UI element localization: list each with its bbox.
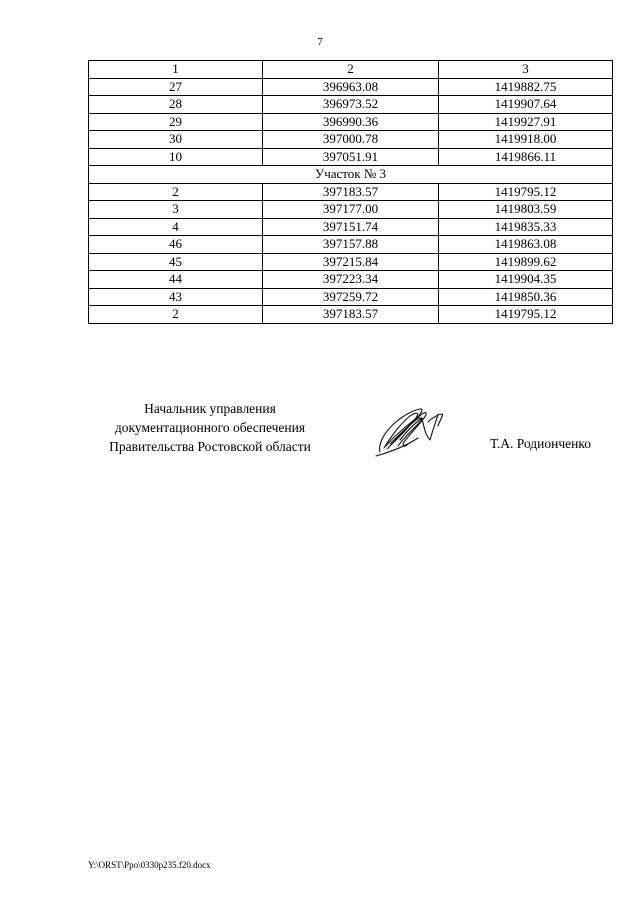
point-number-cell: 46 [89, 236, 263, 254]
x-coordinate-cell: 397215.84 [263, 253, 439, 271]
x-coordinate-cell: 397259.72 [263, 288, 439, 306]
y-coordinate-cell: 1419899.62 [439, 253, 613, 271]
x-coordinate-cell: 396973.52 [263, 96, 439, 114]
table-row [89, 218, 613, 236]
point-number-cell: 2 [89, 306, 263, 324]
point-number-cell: 30 [89, 131, 263, 149]
table-row [89, 306, 613, 324]
page-number: 7 [317, 36, 323, 48]
point-number-cell: 45 [89, 253, 263, 271]
header-cell-x: 2 [263, 61, 439, 79]
table-row [89, 113, 613, 131]
y-coordinate-cell: 1419803.59 [439, 201, 613, 219]
table-row [89, 183, 613, 201]
point-number-cell: 4 [89, 218, 263, 236]
x-coordinate-cell: 397000.78 [263, 131, 439, 149]
y-coordinate-cell: 1419882.75 [439, 78, 613, 96]
y-coordinate-cell: 1419918.00 [439, 131, 613, 149]
table-row [89, 288, 613, 306]
header-cell-point: 1 [89, 61, 263, 79]
signer-name: Т.А. Родионченко [490, 436, 591, 451]
section-title-row [89, 166, 613, 184]
point-number-cell: 2 [89, 183, 263, 201]
table-row [89, 201, 613, 219]
point-number-cell: 29 [89, 113, 263, 131]
file-path: Y:\ORST\Ppo\0330p235.f20.docx [88, 860, 211, 870]
x-coordinate-cell: 397183.57 [263, 306, 439, 324]
header-cell-y: 3 [439, 61, 613, 79]
position-line: документационного обеспечения [114, 420, 306, 435]
x-coordinate-cell: 397183.57 [263, 183, 439, 201]
y-coordinate-cell: 1419904.35 [439, 271, 613, 289]
table-row [89, 271, 613, 289]
position-line: Начальник управления [144, 401, 276, 416]
point-number-cell: 44 [89, 271, 263, 289]
handwritten-signature [370, 402, 460, 462]
table-row [89, 96, 613, 114]
point-number-cell: 28 [89, 96, 263, 114]
point-number-cell: 27 [89, 78, 263, 96]
y-coordinate-cell: 1419795.12 [439, 306, 613, 324]
table-row [89, 78, 613, 96]
table-row [89, 253, 613, 271]
x-coordinate-cell: 397051.91 [263, 148, 439, 166]
y-coordinate-cell: 1419835.33 [439, 218, 613, 236]
y-coordinate-cell: 1419927.91 [439, 113, 613, 131]
table-row [89, 131, 613, 149]
x-coordinate-cell: 396990.36 [263, 113, 439, 131]
point-number-cell: 3 [89, 201, 263, 219]
x-coordinate-cell: 396963.08 [263, 78, 439, 96]
position-line: Правительства Ростовской области [109, 439, 311, 454]
y-coordinate-cell: 1419866.11 [439, 148, 613, 166]
x-coordinate-cell: 397157.88 [263, 236, 439, 254]
x-coordinate-cell: 397223.34 [263, 271, 439, 289]
point-number-cell: 10 [89, 148, 263, 166]
x-coordinate-cell: 397177.00 [263, 201, 439, 219]
x-coordinate-cell: 397151.74 [263, 218, 439, 236]
signatory-position [90, 399, 330, 456]
y-coordinate-cell: 1419850.36 [439, 288, 613, 306]
table-row [89, 236, 613, 254]
point-number-cell: 43 [89, 288, 263, 306]
coordinates-table [88, 60, 613, 324]
section-title: Участок № 3 [89, 166, 613, 184]
y-coordinate-cell: 1419795.12 [439, 183, 613, 201]
y-coordinate-cell: 1419863.08 [439, 236, 613, 254]
table-row [89, 148, 613, 166]
table-header-row [89, 61, 613, 79]
y-coordinate-cell: 1419907.64 [439, 96, 613, 114]
